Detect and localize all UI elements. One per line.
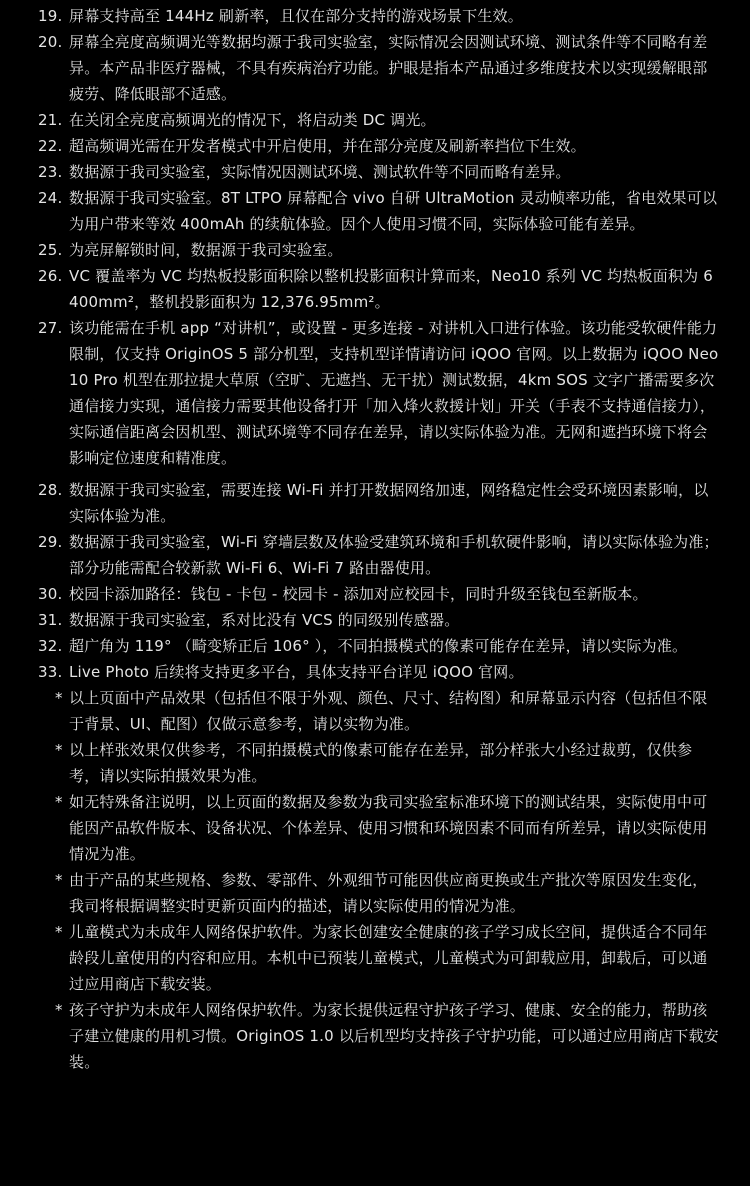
footnote-text: 数据源于我司实验室。8T LTPO 屏幕配合 vivo 自研 UltraMotion 灵动帧率功能，省电效果可以为用户带来等效 400mAh 的续航体验。因个人使用习惯不同，实际体验可能有差异。 <box>69 189 718 233</box>
disclaimer-text: 以上页面中产品效果（包括但不限于外观、颜色、尺寸、结构图）和屏幕显示内容（包括但不限于背景、UI、配图）仅做示意参考，请以实物为准。 <box>69 689 708 733</box>
disclaimer-child-guard <box>0 997 750 1075</box>
footnote-23 <box>0 159 750 185</box>
footnote-marker: 30. <box>38 585 63 603</box>
disclaimer-text: 儿童模式为未成年人网络保护软件。为家长创建安全健康的孩子学习成长空间，提供适合不同年龄段儿童使用的内容和应用。本机中已预装儿童模式，儿童模式为可卸载应用，卸载后，可以通过应用商店下载安装。 <box>69 923 708 993</box>
disclaimer-text: 由于产品的某些规格、参数、零部件、外观细节可能因供应商更换或生产批次等原因发生变化，我司将根据调整实时更新页面内的描述，请以实际使用的情况为准。 <box>69 871 708 915</box>
asterisk-marker: * <box>55 689 63 707</box>
footnote-32 <box>0 633 750 659</box>
footnote-20 <box>0 29 750 107</box>
footnote-24 <box>0 185 750 237</box>
footnote-marker: 19. <box>38 7 63 25</box>
footnote-28 <box>0 477 750 529</box>
disclaimer-text: 孩子守护为未成年人网络保护软件。为家长提供远程守护孩子学习、健康、安全的能力，帮助孩子建立健康的用机习惯。OriginOS 1.0 以后机型均支持孩子守护功能，可以通过应用商店下载安装。 <box>69 1001 719 1071</box>
footnote-text: 数据源于我司实验室，需要连接 Wi-Fi 并打开数据网络加速，网络稳定性会受环境因素影响，以实际体验为准。 <box>69 481 709 525</box>
footnote-marker: 33. <box>38 663 63 681</box>
footnote-text: 数据源于我司实验室，实际情况因测试环境、测试软件等不同而略有差异。 <box>69 163 571 181</box>
footnote-33 <box>0 659 750 685</box>
footnote-marker: 25. <box>38 241 63 259</box>
disclaimer-text: 以上样张效果仅供参考，不同拍摄模式的像素可能存在差异，部分样张大小经过裁剪，仅供参考，请以实际拍摄效果为准。 <box>69 741 693 785</box>
footnote-text: 数据源于我司实验室，Wi-Fi 穿墙层数及体验受建筑环境和手机软硬件影响，请以实际体验为准；部分功能需配合较新款 Wi-Fi 6、Wi-Fi 7 路由器使用。 <box>69 533 719 577</box>
footnote-29 <box>0 529 750 581</box>
disclaimer-product-effect <box>0 685 750 737</box>
footnote-marker: 31. <box>38 611 63 629</box>
footnote-marker: 29. <box>38 533 63 551</box>
footnote-marker: 20. <box>38 33 63 51</box>
footnote-marker: 32. <box>38 637 63 655</box>
footnote-21 <box>0 107 750 133</box>
footnote-25 <box>0 237 750 263</box>
footnote-marker: 26. <box>38 267 63 285</box>
footnote-marker: 28. <box>38 481 63 499</box>
footnote-marker: 24. <box>38 189 63 207</box>
footnote-text: 在关闭全亮度高频调光的情况下，将启动类 DC 调光。 <box>69 111 436 129</box>
footnote-text: 超高频调光需在开发者模式中开启使用，并在部分亮度及刷新率挡位下生效。 <box>69 137 586 155</box>
footnote-marker: 23. <box>38 163 63 181</box>
asterisk-marker: * <box>55 871 63 889</box>
footnote-27 <box>0 315 750 471</box>
footnote-text: 超广角为 119° （畸变矫正后 106° ），不同拍摄模式的像素可能存在差异，请以实际为准。 <box>69 637 688 655</box>
footnote-text: 屏幕全亮度高频调光等数据均源于我司实验室，实际情况会因测试环境、测试条件等不同略有差异。本产品非医疗器械，不具有疾病治疗功能。护眼是指本产品通过多维度技术以实现缓解眼部疲劳、降低眼部不适感。 <box>69 33 708 103</box>
footnote-text: 屏幕支持高至 144Hz 刷新率，且仅在部分支持的游戏场景下生效。 <box>69 7 523 25</box>
footnote-26 <box>0 263 750 315</box>
footnote-text: 校园卡添加路径：钱包 - 卡包 - 校园卡 - 添加对应校园卡，同时升级至钱包至新版本。 <box>69 585 648 603</box>
footnote-19 <box>0 3 750 29</box>
disclaimer-sample-photos <box>0 737 750 789</box>
asterisk-marker: * <box>55 741 63 759</box>
footnote-text: Live Photo 后续将支持更多平台，具体支持平台详见 iQOO 官网。 <box>69 663 524 681</box>
disclaimer-lab-data <box>0 789 750 867</box>
footnote-text: 该功能需在手机 app “对讲机”，或设置 - 更多连接 - 对讲机入口进行体验。该功能受软硬件能力限制，仅支持 OriginOS 5 部分机型，支持机型详情请访问 iQOO 官网。以上数据为 iQOO Neo10 Pro 机型在那拉提大草原（空旷、无遮挡、无干扰）测试数据，4km SOS 文字广播需要多次通信接力实现，通信接力需要其他设备打开「加入烽火救援计划」开关（手表不支持通信接力），实际通信距离会因机型、测试环境等不同存在差异，请以实际体验为准。无网和遮挡环境下将会影响定位速度和精准度。 <box>69 319 719 467</box>
asterisk-marker: * <box>55 1001 63 1019</box>
footnote-text: VC 覆盖率为 VC 均热板投影面积除以整机投影面积计算而来，Neo10 系列 VC 均热板面积为 6400mm²，整机投影面积为 12,376.95mm²。 <box>69 267 714 311</box>
asterisk-marker: * <box>55 793 63 811</box>
footnote-31 <box>0 607 750 633</box>
disclaimer-kids-mode <box>0 919 750 997</box>
footnote-text: 数据源于我司实验室，系对比没有 VCS 的同级别传感器。 <box>69 611 460 629</box>
footnote-marker: 22. <box>38 137 63 155</box>
footnote-marker: 27. <box>38 319 63 337</box>
asterisk-marker: * <box>55 923 63 941</box>
footnote-marker: 21. <box>38 111 63 129</box>
disclaimer-spec-changes <box>0 867 750 919</box>
footnote-22 <box>0 133 750 159</box>
disclaimer-text: 如无特殊备注说明，以上页面的数据及参数为我司实验室标准环境下的测试结果，实际使用中可能因产品软件版本、设备状况、个体差异、使用习惯和环境因素不同而有所差异，请以实际使用情况为准。 <box>69 793 708 863</box>
footnote-30 <box>0 581 750 607</box>
footnote-text: 为亮屏解锁时间，数据源于我司实验室。 <box>69 241 343 259</box>
